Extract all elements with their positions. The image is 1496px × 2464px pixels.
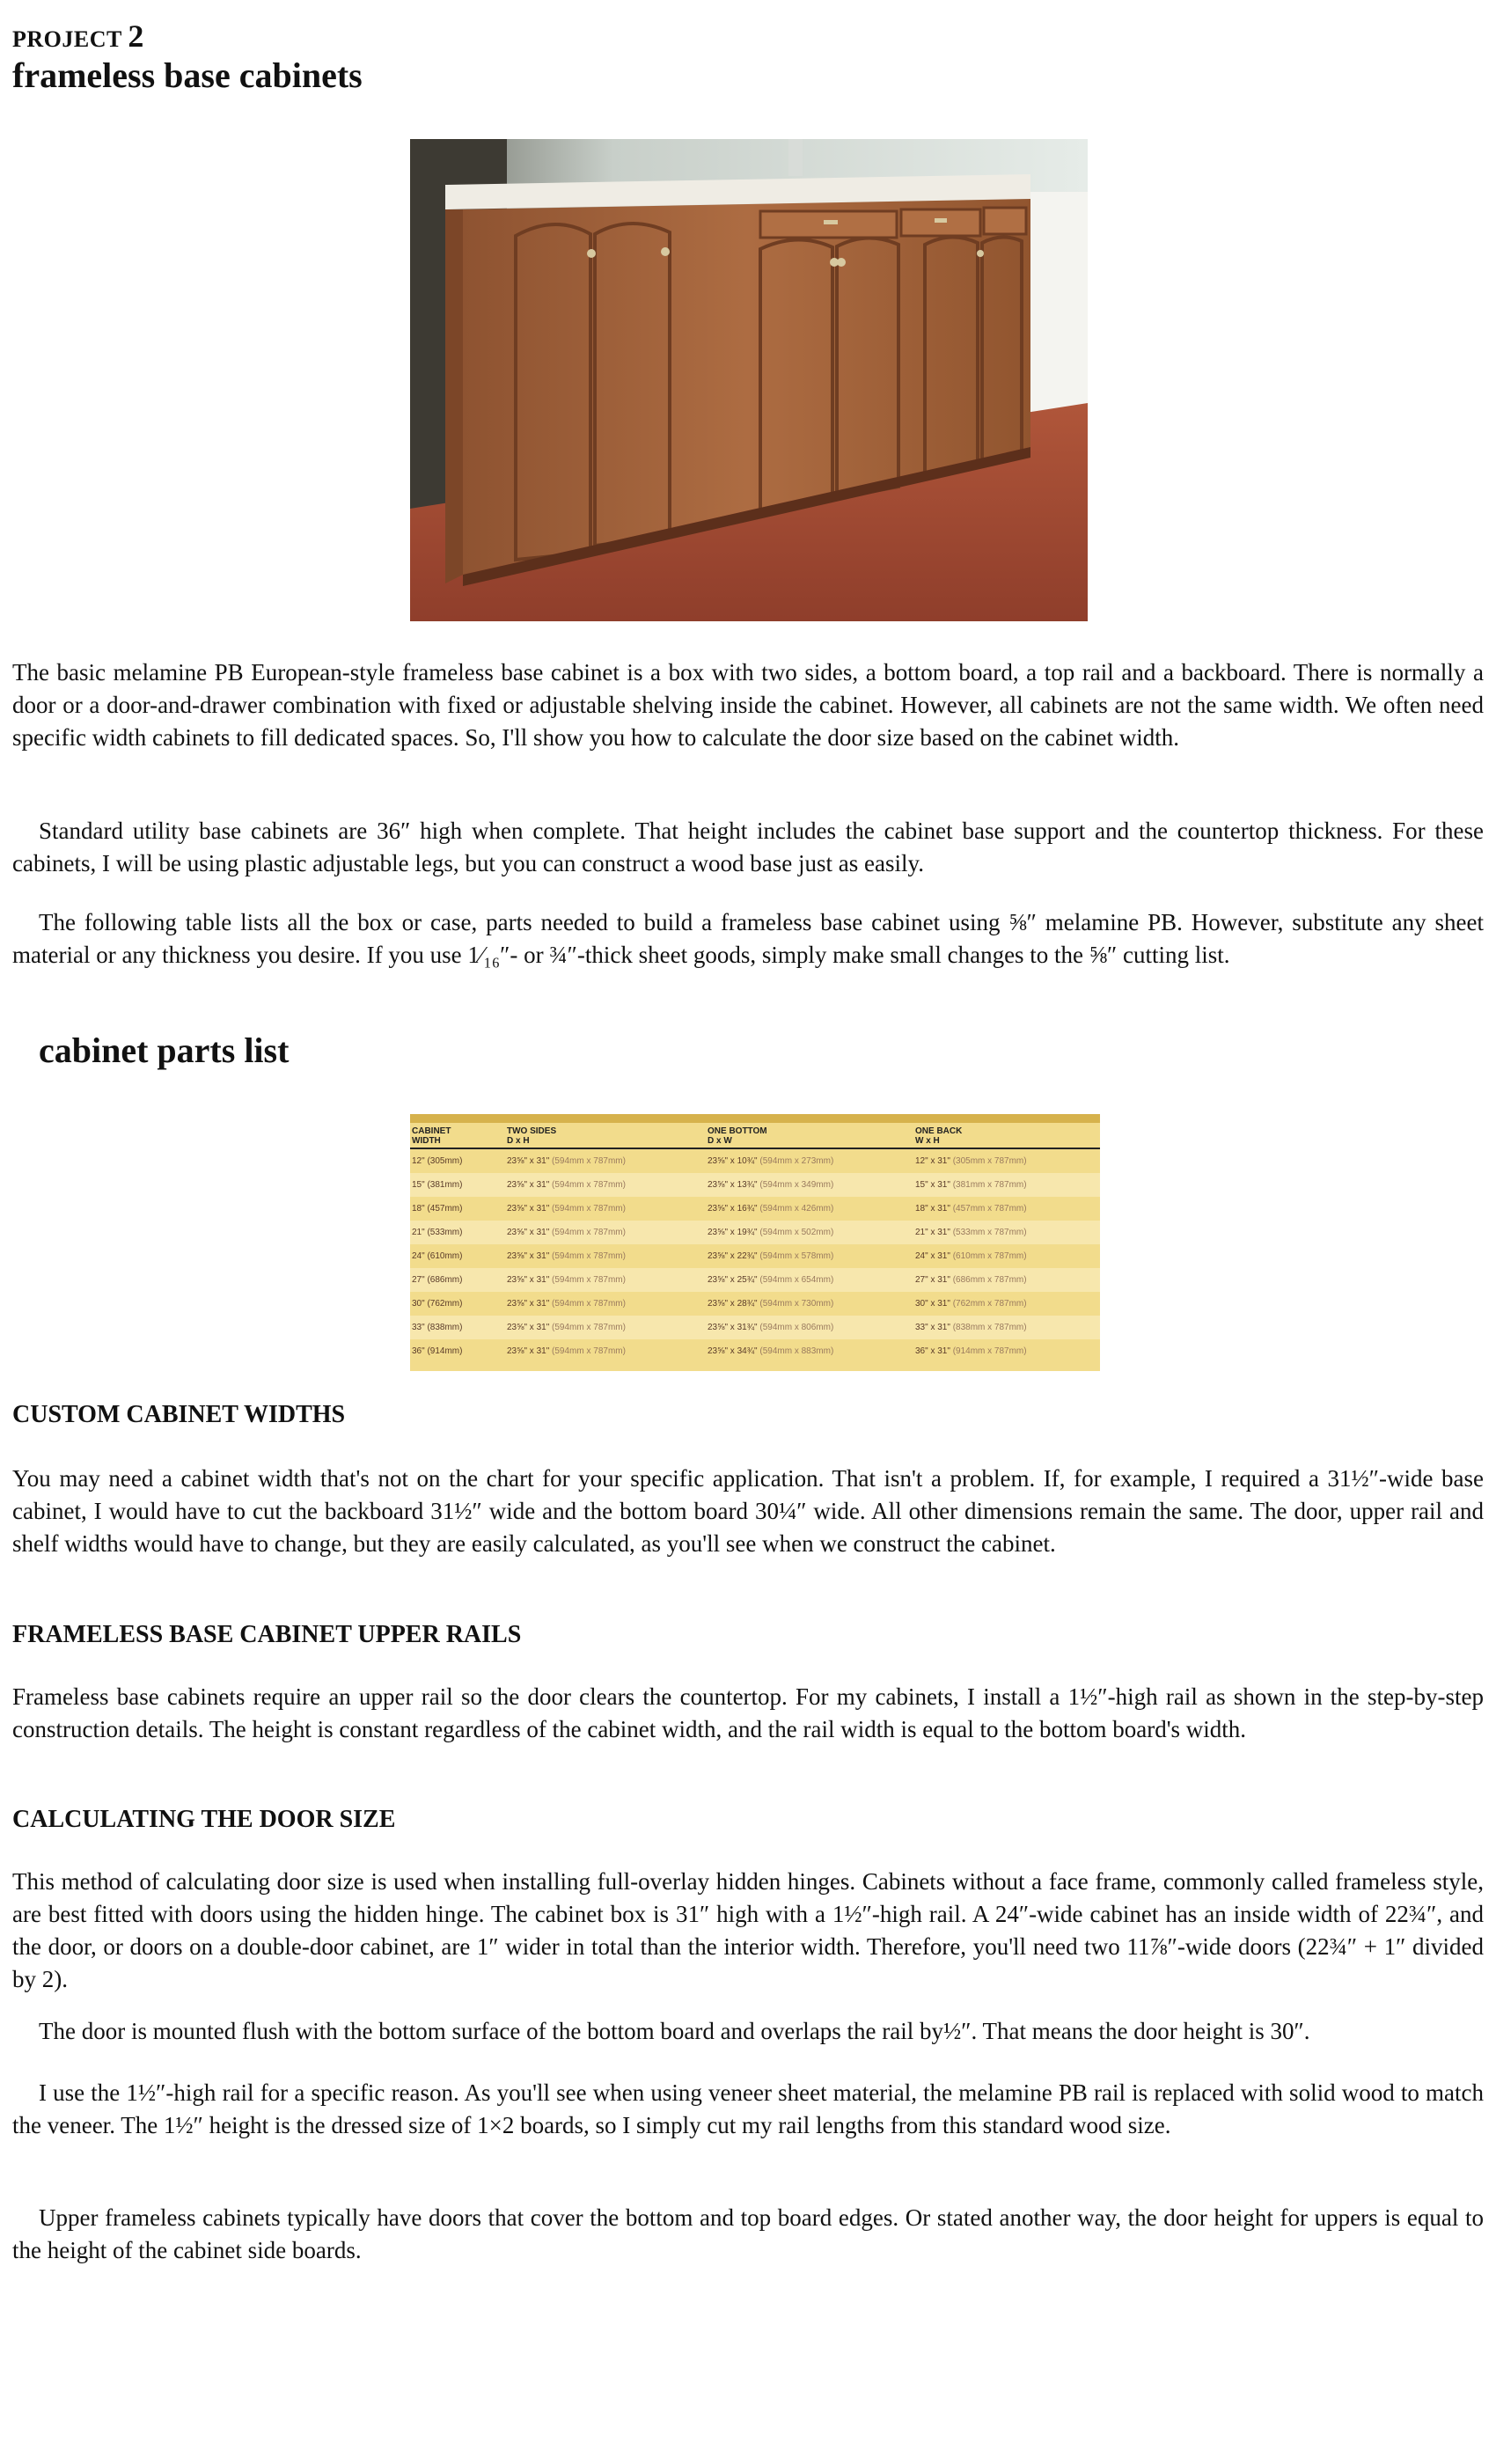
page-title: frameless base cabinets [12, 55, 363, 95]
table-cell [913, 1148, 1100, 1173]
cell-imperial: 23⅝" x 31" [507, 1323, 550, 1332]
cell-metric: (594mm x 787mm) [552, 1299, 626, 1309]
cell-metric: (594mm x 730mm) [759, 1299, 834, 1309]
table-cell [410, 1339, 505, 1363]
project-number: 2 [128, 18, 144, 54]
door-size-paragraph-1: This method of calculating door size is used when installing full-overlay hidden hinges. Cabinets without a face frame, commonly called frameless style, are best fitted with doors using the hidden hinge. The cabinet box is 31″ high with a 1½″-high rail. A 24″-wide cabinet has an inside width of 22¾″, and the door, or doors on a double-door cabinet, are 1″ wider in total than the interior width. Therefore, you'll need two 11⅞″-wide doors (22¾″ + 1″ divided by 2). [12, 1868, 1484, 1992]
cell-imperial: 36" x 31" [915, 1346, 950, 1356]
cell-imperial: 12" x 31" [915, 1156, 950, 1166]
custom-widths-heading: CUSTOM CABINET WIDTHS [12, 1401, 346, 1428]
column-header-line: D x W [708, 1136, 732, 1146]
cell-metric: (594mm x 787mm) [552, 1180, 626, 1190]
table-row [410, 1197, 1100, 1221]
cell-imperial: 23⅝" x 10¾" [708, 1156, 758, 1166]
cell-imperial: 15" (381mm) [412, 1180, 463, 1190]
table-cell [913, 1316, 1100, 1339]
cell-imperial: 23⅝" x 25¾" [708, 1275, 758, 1285]
cell-imperial: 23⅝" x 16¾" [708, 1204, 758, 1214]
cell-imperial: 12" (305mm) [412, 1156, 463, 1166]
table-body [410, 1148, 1100, 1363]
table-cell [913, 1268, 1100, 1292]
column-header-line: ONE BACK [915, 1126, 963, 1136]
project-label [12, 18, 144, 55]
table-cell [505, 1197, 706, 1221]
cell-imperial: 23⅝" x 31" [507, 1180, 550, 1190]
table-cell [706, 1148, 913, 1173]
table-cell [410, 1268, 505, 1292]
cell-metric: (594mm x 787mm) [552, 1204, 626, 1214]
table-cell [410, 1221, 505, 1244]
cell-imperial: 33" (838mm) [412, 1323, 463, 1332]
cell-metric: (305mm x 787mm) [952, 1156, 1027, 1166]
table-row [410, 1268, 1100, 1292]
upper-rails-paragraph: Frameless base cabinets require an upper rail so the door clears the countertop. For my cabinets, I install a 1½″-high rail as shown in the step-by-step construction details. The height is constant regardless of the cabinet width, and the rail width is equal to the bottom board's width. [12, 1683, 1484, 1742]
column-header-line: D x H [507, 1136, 530, 1146]
parts-list-title: cabinet parts list [39, 1030, 290, 1070]
table-cell [505, 1268, 706, 1292]
table-cell [505, 1148, 706, 1173]
table-cell [505, 1292, 706, 1316]
table-cell [505, 1339, 706, 1363]
table-cell [706, 1221, 913, 1244]
cell-metric: (594mm x 502mm) [759, 1228, 834, 1237]
cell-metric: (594mm x 578mm) [759, 1251, 834, 1261]
table-row [410, 1244, 1100, 1268]
table-cell [913, 1221, 1100, 1244]
cell-imperial: 30" (762mm) [412, 1299, 463, 1309]
cell-imperial: 18" (457mm) [412, 1204, 463, 1214]
cell-metric: (594mm x 787mm) [552, 1275, 626, 1285]
table-cell [505, 1173, 706, 1197]
intro-paragraph-3: The following table lists all the box or case, parts needed to build a frameless base cabinet using ⅝″ melamine PB. However, substitute any sheet material or any thickness you desire. If you use 1⁄₁₆″- or ¾″-thick sheet goods, simply make small changes to the ⅝″ cutting list. [12, 909, 1484, 968]
table-cell [410, 1197, 505, 1221]
table-cell [913, 1197, 1100, 1221]
cell-metric: (594mm x 426mm) [759, 1204, 834, 1214]
column-header-line: CABINET [412, 1126, 451, 1136]
table-column-header [505, 1123, 706, 1148]
table-cell [913, 1292, 1100, 1316]
cell-imperial: 23⅝" x 19¾" [708, 1228, 758, 1237]
cell-imperial: 23⅝" x 31" [507, 1251, 550, 1261]
table-cell [410, 1316, 505, 1339]
cell-imperial: 33" x 31" [915, 1323, 950, 1332]
table-row [410, 1292, 1100, 1316]
table-cell [706, 1268, 913, 1292]
cell-metric: (381mm x 787mm) [952, 1180, 1027, 1190]
cell-metric: (457mm x 787mm) [952, 1204, 1027, 1214]
table-cell [913, 1339, 1100, 1363]
cell-imperial: 23⅝" x 31" [507, 1299, 550, 1309]
table-cell [706, 1292, 913, 1316]
cell-imperial: 24" x 31" [915, 1251, 950, 1261]
cell-metric: (594mm x 787mm) [552, 1251, 626, 1261]
table-cell [410, 1148, 505, 1173]
door-size-paragraph-3: I use the 1½″-high rail for a specific reason. As you'll see when using veneer sheet material, the melamine PB rail is replaced with solid wood to match the veneer. The 1½″ height is the dressed size of 1×2 boards, so I simply cut my rail lengths from this standard wood size. [12, 2079, 1484, 2138]
cell-metric: (594mm x 654mm) [759, 1275, 834, 1285]
door-size-paragraph-2: The door is mounted flush with the bottom surface of the bottom board and overlaps the rail by½″. That means the door height is 30″. [39, 2018, 1310, 2044]
cell-metric: (838mm x 787mm) [952, 1323, 1027, 1332]
door-size-heading: CALCULATING THE DOOR SIZE [12, 1806, 396, 1833]
cell-metric: (533mm x 787mm) [952, 1228, 1027, 1237]
cell-metric: (594mm x 349mm) [759, 1180, 834, 1190]
table-column-header [410, 1123, 505, 1148]
cell-imperial: 23⅝" x 28¾" [708, 1299, 758, 1309]
table-cell [706, 1197, 913, 1221]
cell-imperial: 23⅝" x 31" [507, 1346, 550, 1356]
table-cell [706, 1316, 913, 1339]
cell-imperial: 27" x 31" [915, 1275, 950, 1285]
table-cell [505, 1316, 706, 1339]
column-header-line: ONE BOTTOM [708, 1126, 767, 1136]
table-cell [410, 1244, 505, 1268]
cell-metric: (594mm x 273mm) [759, 1156, 834, 1166]
cell-metric: (594mm x 787mm) [552, 1156, 626, 1166]
upper-rails-heading: FRAMELESS BASE CABINET UPPER RAILS [12, 1621, 522, 1648]
table-column-header [913, 1123, 1100, 1148]
table-header-row [410, 1123, 1100, 1148]
cell-imperial: 21" x 31" [915, 1228, 950, 1237]
custom-widths-paragraph: You may need a cabinet width that's not on the chart for your specific application. That isn't a problem. If, for example, I required a 31½″-wide base cabinet, I would have to cut the backboard 31½″ wide and the bottom board 30¼″ wide. All other dimensions remain the same. The door, upper rail and shelf widths would have to change, but they are easily calculated, as you'll see when we construct the cabinet. [12, 1465, 1484, 1557]
column-header-line: WIDTH [412, 1136, 441, 1146]
door-size-paragraph-4: Upper frameless cabinets typically have doors that cover the bottom and top board edges. Or stated another way, the door height for uppers is equal to the height of the cabinet side boards. [12, 2204, 1484, 2263]
cell-imperial: 23⅝" x 31" [507, 1275, 550, 1285]
cell-imperial: 27" (686mm) [412, 1275, 463, 1285]
table-cell [913, 1244, 1100, 1268]
cell-imperial: 15" x 31" [915, 1180, 950, 1190]
cell-imperial: 24" (610mm) [412, 1251, 463, 1261]
table-row [410, 1339, 1100, 1363]
column-header-line: W x H [915, 1136, 940, 1146]
project-label-text: PROJECT [12, 26, 122, 52]
cell-imperial: 23⅝" x 22¾" [708, 1251, 758, 1261]
cabinet-parts-table [410, 1114, 1100, 1371]
cell-imperial: 21" (533mm) [412, 1228, 463, 1237]
cell-imperial: 23⅝" x 31" [507, 1204, 550, 1214]
cell-imperial: 18" x 31" [915, 1204, 950, 1214]
cell-imperial: 36" (914mm) [412, 1346, 463, 1356]
cell-imperial: 30" x 31" [915, 1299, 950, 1309]
cell-metric: (686mm x 787mm) [952, 1275, 1027, 1285]
table-cell [706, 1339, 913, 1363]
table-cell [913, 1173, 1100, 1197]
table-cell [706, 1173, 913, 1197]
table-cell [706, 1244, 913, 1268]
cell-imperial: 23⅝" x 13¾" [708, 1180, 758, 1190]
cell-imperial: 23⅝" x 31" [507, 1228, 550, 1237]
table-row [410, 1221, 1100, 1244]
intro-paragraph-1: The basic melamine PB European-style frameless base cabinet is a box with two sides, a bottom board, a top rail and a backboard. There is normally a door or a door-and-drawer combination with fixed or adjustable shelving inside the cabinet. However, all cabinets are not the same width. We often need specific width cabinets to fill dedicated spaces. So, I'll show you how to calculate the door size based on the cabinet width. [12, 659, 1484, 751]
cell-metric: (762mm x 787mm) [952, 1299, 1027, 1309]
cell-metric: (594mm x 787mm) [552, 1323, 626, 1332]
table-row [410, 1173, 1100, 1197]
cell-imperial: 23⅝" x 31" [507, 1156, 550, 1166]
cell-metric: (610mm x 787mm) [952, 1251, 1027, 1261]
cell-metric: (594mm x 806mm) [759, 1323, 834, 1332]
cell-metric: (594mm x 787mm) [552, 1346, 626, 1356]
cell-imperial: 23⅝" x 34¾" [708, 1346, 758, 1356]
cell-metric: (914mm x 787mm) [952, 1346, 1027, 1356]
cell-metric: (594mm x 787mm) [552, 1228, 626, 1237]
table-cell [505, 1244, 706, 1268]
table-cell [410, 1292, 505, 1316]
table-row [410, 1316, 1100, 1339]
cell-metric: (594mm x 883mm) [759, 1346, 834, 1356]
cell-imperial: 23⅝" x 31¾" [708, 1323, 758, 1332]
table-cell [505, 1221, 706, 1244]
intro-paragraph-2: Standard utility base cabinets are 36″ high when complete. That height includes the cabinet base support and the countertop thickness. For these cabinets, I will be using plastic adjustable legs, but you can construct a wood base just as easily. [12, 818, 1484, 876]
table-column-header [706, 1123, 913, 1148]
table-row [410, 1148, 1100, 1173]
cabinet-photo [410, 139, 1088, 621]
table-cell [410, 1173, 505, 1197]
column-header-line: TWO SIDES [507, 1126, 557, 1136]
